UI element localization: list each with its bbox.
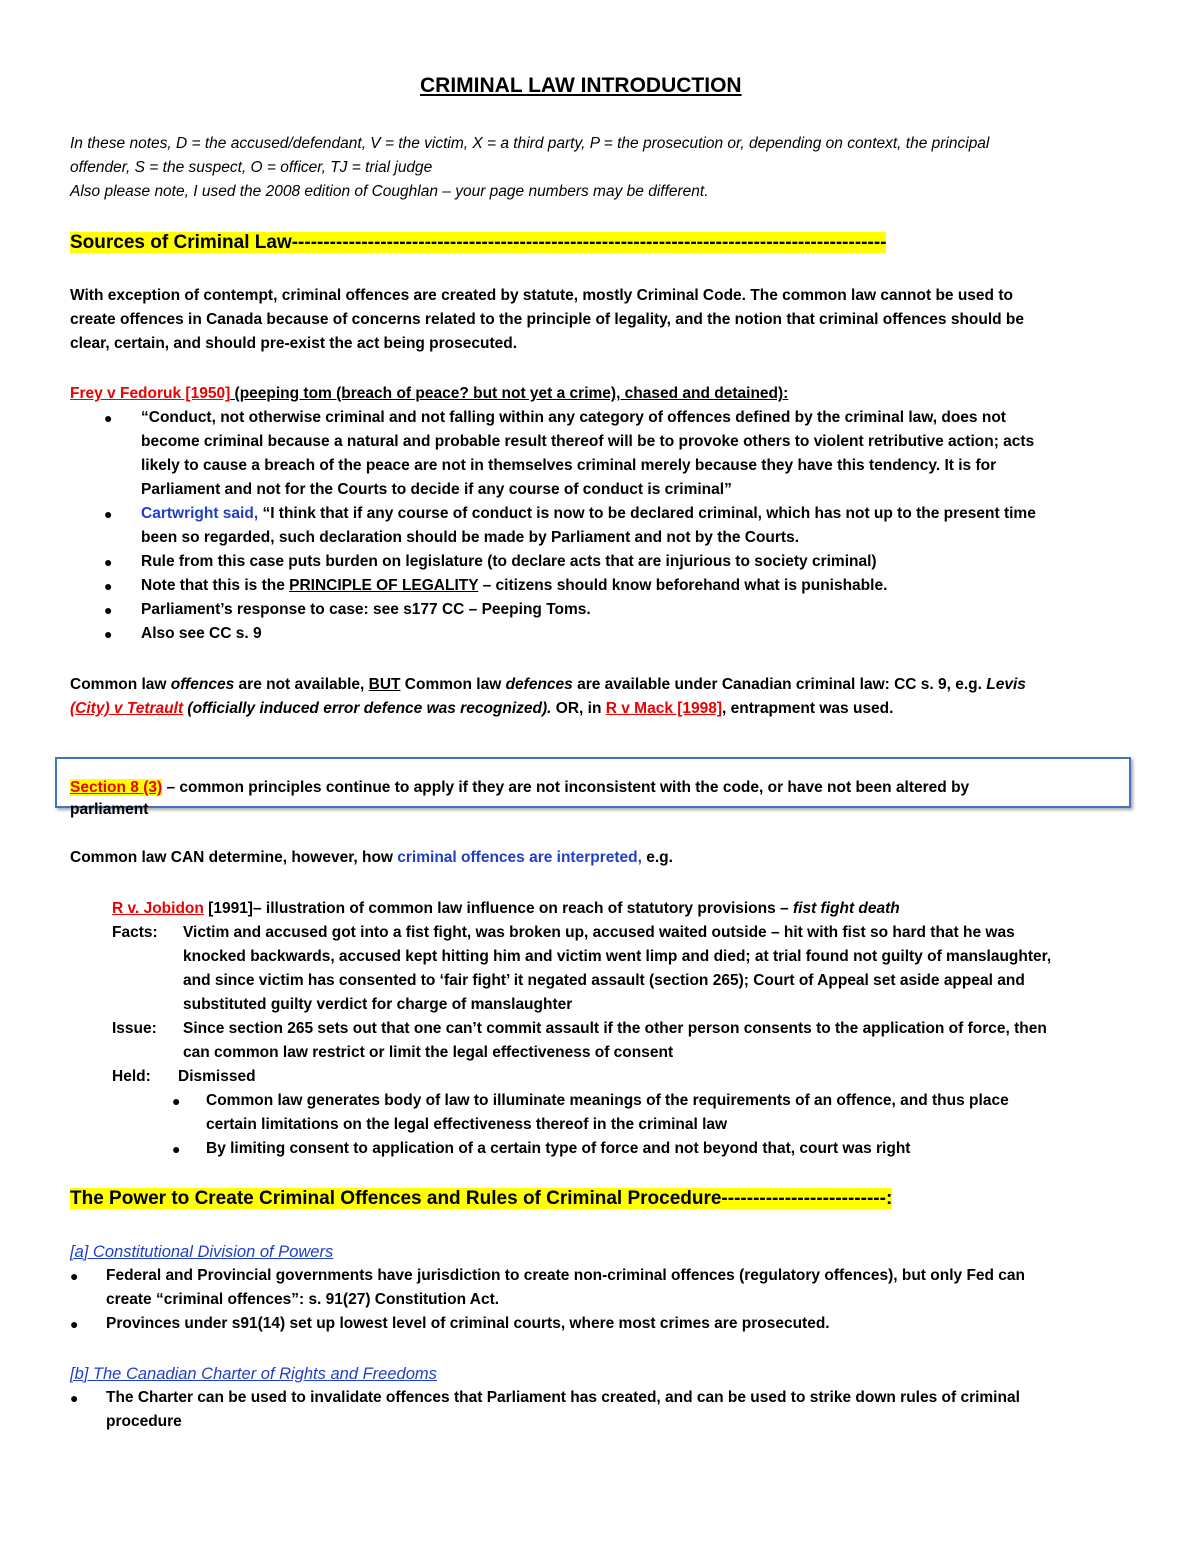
jobidon-tag: fist fight death bbox=[792, 900, 900, 917]
para1-line-1: With exception of contempt, criminal offences are created by statute, mostly Criminal Code. The common law cannot be used to bbox=[70, 287, 1013, 304]
heading-power bbox=[70, 1187, 892, 1212]
common-text: are not available, bbox=[234, 676, 369, 693]
a-bullet-1-line-2: create “criminal offences”: s. 91(27) Constitution Act. bbox=[106, 1291, 500, 1308]
tetrault-case: (City) v Tetrault bbox=[70, 700, 184, 717]
facts-line-2: knocked backwards, accused kept hitting him and victim went limp and died; at trial found not guilty of manslaughter, bbox=[183, 948, 1052, 965]
but-underlined: BUT bbox=[368, 676, 401, 693]
b-bullet-1-line-2: procedure bbox=[106, 1413, 182, 1430]
bullet-icon: ● bbox=[104, 602, 113, 618]
frey-bullet-4-post: – citizens should know beforehand what is punishable. bbox=[478, 577, 888, 594]
frey-bullet-4 bbox=[141, 574, 887, 598]
heading-sources-text: Sources of Criminal Law---------------------------------------------------------------------------------------------- bbox=[70, 232, 887, 253]
facts-label: Facts: bbox=[112, 924, 158, 941]
bullet-icon: ● bbox=[104, 410, 113, 426]
facts-line-3: and since victim has consented to ‘fair fight’ it negated assault (section 265); Court of Appeal set aside appeal and bbox=[183, 972, 1025, 989]
common-text: , entrapment was used. bbox=[722, 700, 894, 717]
frey-quote-line-1: “Conduct, not otherwise criminal and not falling within any category of offences defined by the criminal law, does not bbox=[141, 409, 1006, 426]
frey-bullet-5: Parliament’s response to case: see s177 CC – Peeping Toms. bbox=[141, 601, 591, 618]
frey-quote-line-2: become criminal because a natural and probable result thereof will be to provoke others to violent retributive action; acts bbox=[141, 433, 1035, 450]
common-text: OR, in bbox=[551, 700, 606, 717]
frey-quote-line-3: likely to cause a breach of the peace are not in themselves criminal merely because they have this tendency. It is for bbox=[141, 457, 997, 474]
common-law-line-1 bbox=[70, 673, 1026, 697]
cartwright-text: “I think that if any course of conduct is now to be declared criminal, which has not up to the present time bbox=[262, 505, 1036, 522]
bullet-icon: ● bbox=[104, 578, 113, 594]
section8-text: – common principles continue to apply if they are not inconsistent with the code, or have not been altered by bbox=[162, 779, 970, 796]
frey-case-name: Frey v Fedoruk [1950] bbox=[70, 385, 231, 402]
interp-post: e.g. bbox=[641, 849, 673, 866]
offences-italic: offences bbox=[170, 676, 235, 693]
para1-line-2: create offences in Canada because of concerns related to the principle of legality, and the notion that criminal offences should be bbox=[70, 311, 1025, 328]
bullet-icon: ● bbox=[70, 1390, 79, 1406]
facts-line-1: Victim and accused got into a fist fight, was broken up, accused waited outside – hit with fist so hard that he was bbox=[183, 924, 1015, 941]
frey-bullet-3: Rule from this case puts burden on legislature (to declare acts that are injurious to society criminal) bbox=[141, 553, 877, 570]
a-bullet-1-line-1: Federal and Provincial governments have jurisdiction to create non-criminal offences (regulatory offences), but only Fed can bbox=[106, 1267, 1026, 1284]
mack-case: R v Mack [1998] bbox=[605, 700, 723, 717]
subheading-a-text: [a] Constitutional Division of Powers bbox=[70, 1243, 334, 1261]
interp-blue: criminal offences are interpreted, bbox=[397, 849, 642, 866]
interp-pre: Common law CAN determine, however, how bbox=[70, 849, 398, 866]
bullet-icon: ● bbox=[104, 554, 113, 570]
bullet-icon: ● bbox=[172, 1141, 181, 1157]
a-bullet-2: Provinces under s91(14) set up lowest level of criminal courts, where most crimes are prosecuted. bbox=[106, 1315, 830, 1332]
intro-line-3: Also please note, I used the 2008 edition of Coughlan – your page numbers may be different. bbox=[70, 183, 709, 200]
subheading-a bbox=[70, 1240, 333, 1265]
b-bullet-1-line-1: The Charter can be used to invalidate offences that Parliament has created, and can be used to strike down rules of criminal bbox=[106, 1389, 1020, 1406]
held-bullet-1-line-1: Common law generates body of law to illuminate meanings of the requirements of an offence, and thus place bbox=[206, 1092, 1009, 1109]
frey-quote-line-4: Parliament and not for the Courts to decide if any course of conduct is criminal” bbox=[141, 481, 732, 498]
levis-case: Levis bbox=[986, 676, 1026, 693]
bullet-icon: ● bbox=[70, 1268, 79, 1284]
defences-italic: defences bbox=[505, 676, 573, 693]
intro-line-1: In these notes, D = the accused/defendant, V = the victim, X = a third party, P = the prosecution or, depending on context, the principal bbox=[70, 135, 990, 152]
facts-line-4: substituted guilty verdict for charge of manslaughter bbox=[183, 996, 573, 1013]
held-bullet-1-line-2: certain limitations on the legal effectiveness thereof in the criminal law bbox=[206, 1116, 728, 1133]
cartwright-label: Cartwright said, bbox=[141, 505, 263, 522]
heading-sources bbox=[70, 231, 886, 256]
held-bullet-2: By limiting consent to application of a certain type of force and not beyond that, court was right bbox=[206, 1140, 911, 1157]
bullet-icon: ● bbox=[104, 626, 113, 642]
cartwright-line-1 bbox=[141, 502, 1036, 526]
subheading-b bbox=[70, 1362, 437, 1387]
page-title: CRIMINAL LAW INTRODUCTION bbox=[420, 74, 742, 97]
bullet-icon: ● bbox=[172, 1093, 181, 1109]
bullet-icon: ● bbox=[104, 506, 113, 522]
jobidon-desc: [1991]– illustration of common law influence on reach of statutory provisions – bbox=[203, 900, 793, 917]
frey-bullet-6: Also see CC s. 9 bbox=[141, 625, 262, 642]
intro-line-2: offender, S = the suspect, O = officer, TJ = trial judge bbox=[70, 159, 433, 176]
common-text: Common law bbox=[70, 676, 171, 693]
section8-label: Section 8 (3) bbox=[70, 779, 163, 796]
cartwright-line-2: been so regarded, such declaration should be made by Parliament and not by the Courts. bbox=[141, 529, 800, 546]
common-text: Common law bbox=[400, 676, 506, 693]
tetrault-desc: (officially induced error defence was recognized). bbox=[183, 700, 552, 717]
section8-line-2: parliament bbox=[70, 801, 149, 818]
held-value: Dismissed bbox=[178, 1068, 256, 1085]
issue-line-2: can common law restrict or limit the legal effectiveness of consent bbox=[183, 1044, 674, 1061]
subheading-b-text: [b] The Canadian Charter of Rights and Freedoms bbox=[70, 1365, 437, 1383]
frey-bullet-4-pre: Note that this is the bbox=[141, 577, 290, 594]
interp-line bbox=[70, 846, 673, 870]
bullet-icon: ● bbox=[70, 1316, 79, 1332]
common-text: are available under Canadian criminal law: CC s. 9, e.g. bbox=[572, 676, 987, 693]
jobidon-case: R v. Jobidon bbox=[112, 900, 204, 917]
frey-case-desc: (peeping tom (breach of peace? but not yet a crime), chased and detained): bbox=[230, 385, 789, 402]
frey-case-heading bbox=[70, 382, 788, 406]
heading-power-text: The Power to Create Criminal Offences and Rules of Criminal Procedure--------------------------: bbox=[70, 1188, 893, 1209]
issue-line-1: Since section 265 sets out that one can’t commit assault if the other person consents to the application of force, then bbox=[183, 1020, 1047, 1037]
held-label: Held: bbox=[112, 1068, 151, 1085]
para1-line-3: clear, certain, and should pre-exist the act being prosecuted. bbox=[70, 335, 518, 352]
principle-of-legality: PRINCIPLE OF LEGALITY bbox=[289, 577, 479, 594]
jobidon-heading bbox=[112, 897, 900, 921]
section8-line-1 bbox=[70, 776, 969, 800]
common-law-line-2 bbox=[70, 697, 893, 721]
issue-label: Issue: bbox=[112, 1020, 157, 1037]
